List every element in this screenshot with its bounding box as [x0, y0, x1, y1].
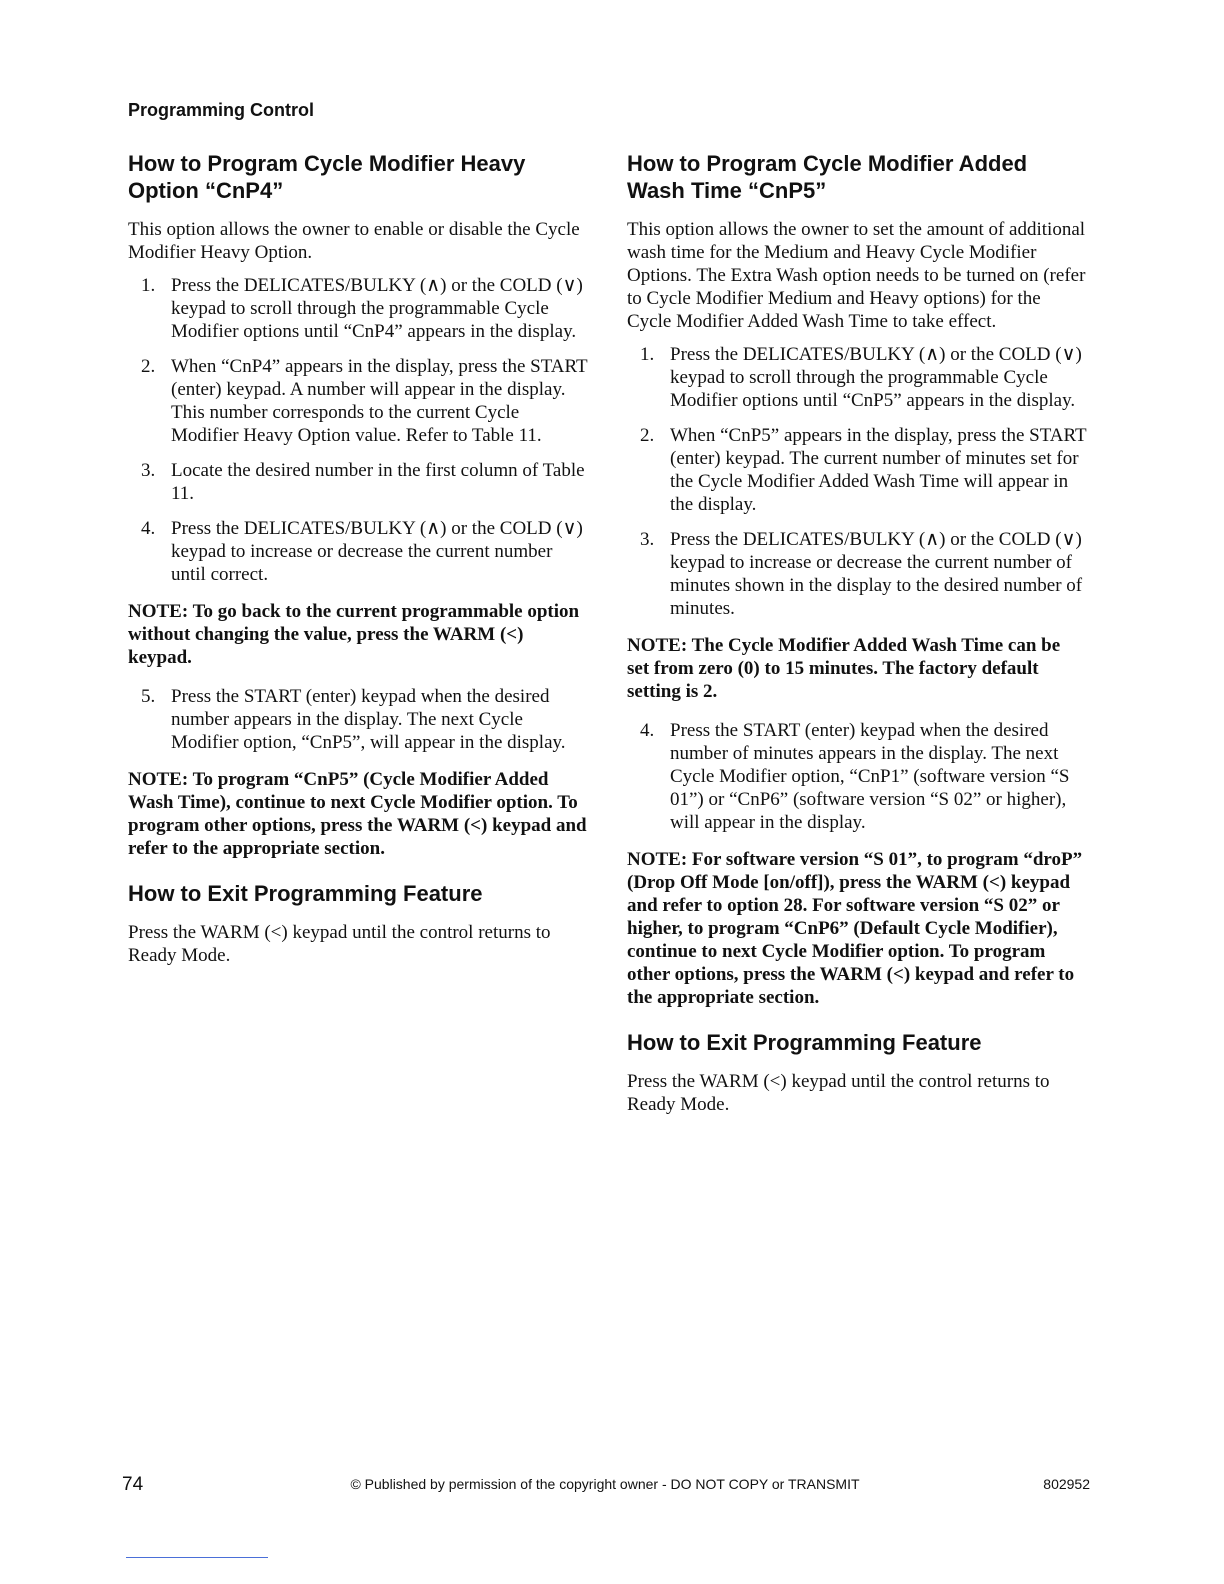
section-title-cnp5: How to Program Cycle Modifier Added Wash Time “CnP5”	[627, 151, 1028, 203]
exit-paragraph: Press the WARM (<) keypad until the control returns to Ready Mode.	[627, 1071, 1050, 1115]
page-footer	[120, 1474, 1090, 1498]
section-title-exit: How to Exit Programming Feature	[128, 881, 483, 906]
section-title-exit: How to Exit Programming Feature	[627, 1030, 982, 1055]
list-item: 3. Press the DELICATES/BULKY (∧) or the COLD (∨) keypad to increase or decrease the current number of minutes shown in the display to the desired number of minutes.	[640, 529, 1083, 619]
intro-paragraph: This option allows the owner to set the amount of additional wash time for the Medium and Heavy Cycle Modifier Options. The Extra Wash option needs to be turned on (refer to Cycle Modifier Medium and Heavy options) for the Cycle Modifier Added Wash Time to take effect.	[627, 219, 1086, 332]
list-item: 4. Press the START (enter) keypad when the desired number of minutes appears in the display. The next Cycle Modifier option, “CnP1” (software version “S 01”) or “CnP6” (software version “S 02” or higher), will appear in the display.	[640, 720, 1070, 833]
note: NOTE: To program “CnP5” (Cycle Modifier Added Wash Time), continue to next Cycle Modifier option. To program other options, press the WARM (<) keypad and refer to the appropriate section.	[128, 769, 587, 859]
steps-list	[627, 343, 1087, 620]
steps-list	[128, 685, 588, 754]
right-column	[627, 150, 1087, 1126]
list-item: 3. Locate the desired number in the first column of Table 11.	[141, 460, 585, 504]
list-item: 4. Press the DELICATES/BULKY (∧) or the COLD (∨) keypad to increase or decrease the current number until correct.	[141, 518, 583, 585]
list-item: 2. When “CnP5” appears in the display, press the START (enter) keypad. The current number of minutes set for the Cycle Modifier Added Wash Time will appear in the display.	[640, 425, 1087, 515]
left-column	[128, 150, 588, 977]
running-header: Programming Control	[128, 100, 315, 120]
copyright-notice: © Published by permission of the copyright owner - DO NOT COPY or TRANSMIT	[350, 1476, 860, 1492]
document-number: 802952	[1043, 1476, 1090, 1492]
page-number: 74	[122, 1474, 144, 1495]
note: NOTE: To go back to the current programmable option without changing the value, press the WARM (<) keypad.	[128, 601, 580, 668]
bottom-rule	[126, 1557, 268, 1558]
steps-list	[128, 274, 588, 586]
list-item: 1. Press the DELICATES/BULKY (∧) or the COLD (∨) keypad to scroll through the programmable Cycle Modifier options until “CnP4” appears in the display.	[141, 275, 583, 342]
list-item: 5. Press the START (enter) keypad when the desired number appears in the display. The next Cycle Modifier option, “CnP5”, will appear in the display.	[141, 686, 566, 753]
list-item: 2. When “CnP4” appears in the display, press the START (enter) keypad. A number will appear in the display. This number corresponds to the current Cycle Modifier Heavy Option value. Refer to Table 11.	[141, 356, 588, 446]
note: NOTE: The Cycle Modifier Added Wash Time can be set from zero (0) to 15 minutes. The factory default setting is 2.	[627, 635, 1061, 702]
note: NOTE: For software version “S 01”, to program “droP” (Drop Off Mode [on/off]), press the WARM (<) keypad and refer to option 28. For software version “S 02” or higher, to program “CnP6” (Default Cycle Modifier), continue to next Cycle Modifier option. To program other options, press the WARM (<) keypad and refer to the appropriate section.	[627, 849, 1083, 1008]
list-item: 1. Press the DELICATES/BULKY (∧) or the COLD (∨) keypad to scroll through the programmable Cycle Modifier options until “CnP5” appears in the display.	[640, 344, 1082, 411]
steps-list	[627, 719, 1087, 834]
exit-paragraph: Press the WARM (<) keypad until the control returns to Ready Mode.	[128, 922, 551, 966]
section-title-cnp4: How to Program Cycle Modifier Heavy Option “CnP4”	[128, 151, 526, 203]
intro-paragraph: This option allows the owner to enable or disable the Cycle Modifier Heavy Option.	[128, 219, 580, 263]
